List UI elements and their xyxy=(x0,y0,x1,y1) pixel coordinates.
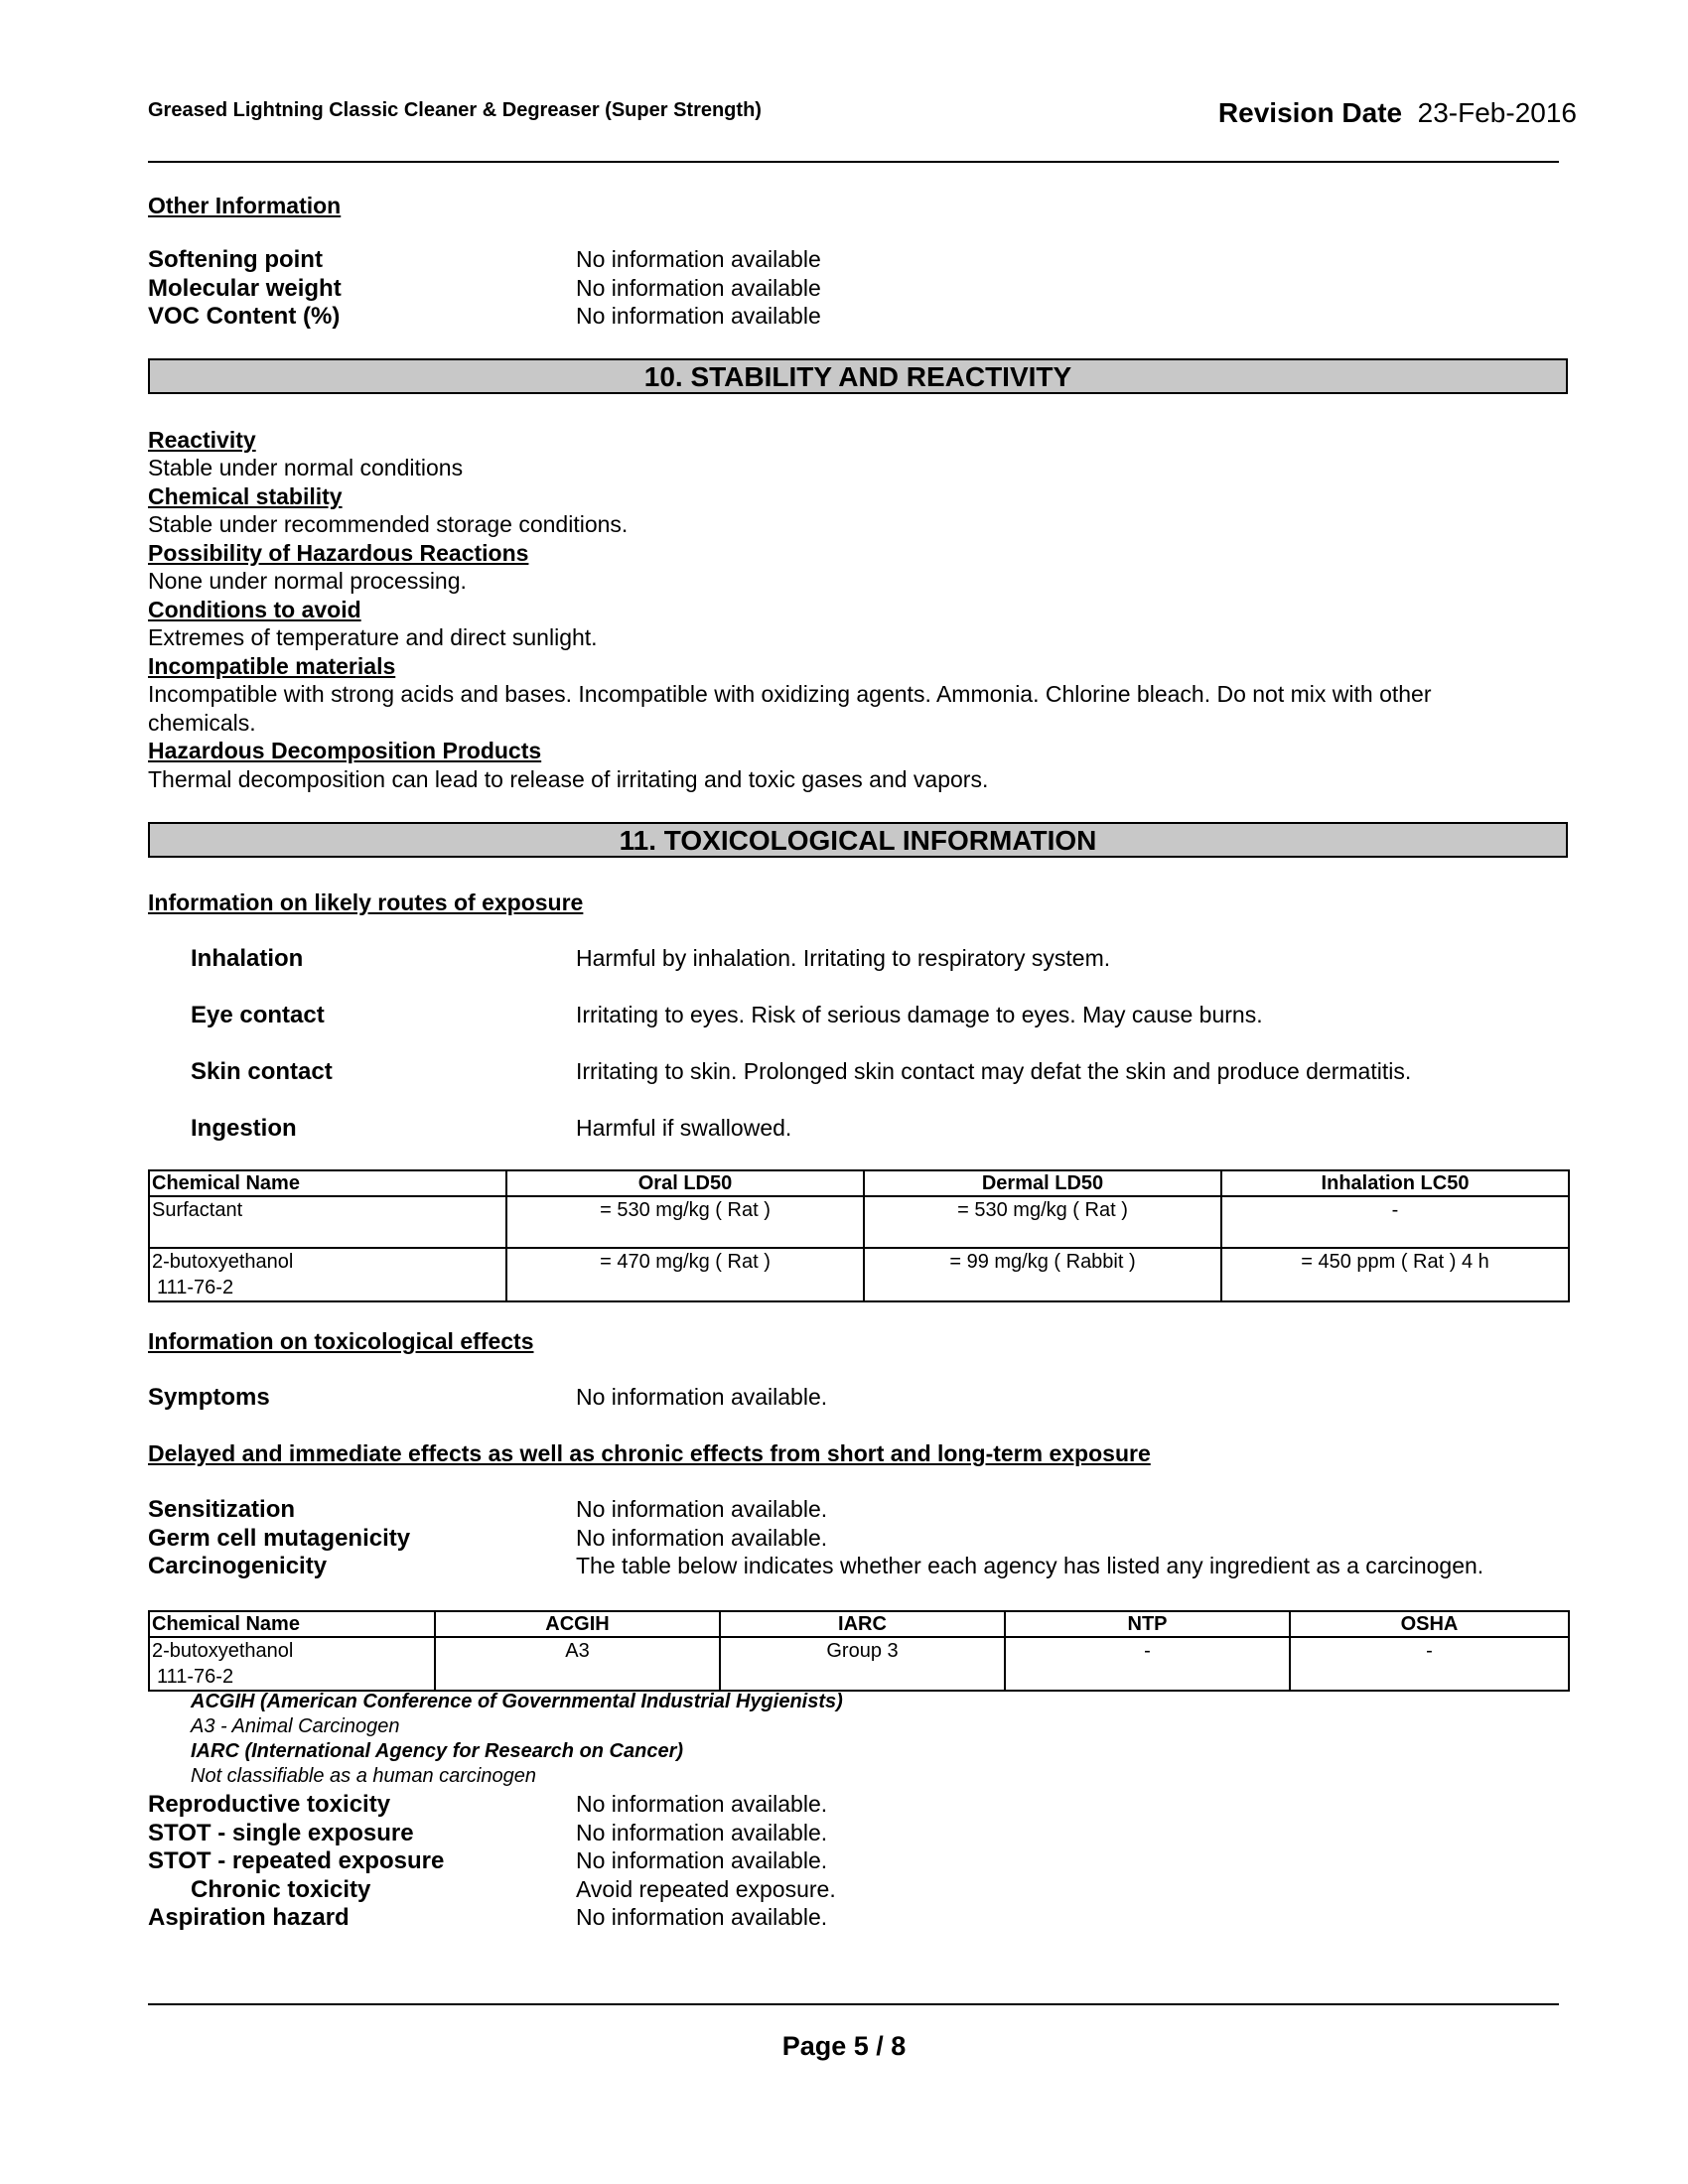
cell-inhalation-lc50: = 450 ppm ( Rat ) 4 h xyxy=(1221,1248,1569,1301)
table-row xyxy=(149,1196,1569,1248)
sensitization-label: Sensitization xyxy=(148,1496,296,1523)
hazardous-reactions-text: None under normal processing. xyxy=(148,568,467,594)
carcinogen-table-header xyxy=(149,1611,1569,1637)
acgih-note-title-text: ACGIH (American Conference of Governmental Industrial Hygienists) xyxy=(191,1691,843,1712)
cell-iarc: Group 3 xyxy=(720,1637,1005,1691)
cell-chemical-name xyxy=(149,1196,506,1248)
col-oral-ld50: Oral LD50 xyxy=(506,1170,864,1196)
ld50-table-header xyxy=(149,1170,1569,1196)
cell-oral-ld50: = 530 mg/kg ( Rat ) xyxy=(506,1196,864,1248)
chemical-name: Surfactant xyxy=(152,1199,243,1221)
inhalation-label: Inhalation xyxy=(191,945,304,972)
reactivity-heading: Reactivity xyxy=(148,427,256,453)
delayed-effects-heading: Delayed and immediate effects as well as chronic effects from short and long-term exposure xyxy=(148,1440,1151,1466)
symptoms-value: No information available. xyxy=(576,1384,828,1410)
revision-date xyxy=(1218,97,1577,129)
cell-oral-ld50: = 470 mg/kg ( Rat ) xyxy=(506,1248,864,1301)
chemical-stability-heading: Chemical stability xyxy=(148,483,343,509)
stot-single-value: No information available. xyxy=(576,1820,828,1845)
stot-repeated-value: No information available. xyxy=(576,1847,828,1873)
cell-chemical-name xyxy=(149,1248,506,1301)
cell-osha: - xyxy=(1290,1637,1569,1691)
sensitization-value: No information available. xyxy=(576,1496,828,1522)
col-ntp: NTP xyxy=(1005,1611,1290,1637)
page-number: Page 5 / 8 xyxy=(781,2031,907,2061)
molecular-weight-value: No information available xyxy=(576,275,821,301)
skin-contact-label: Skin contact xyxy=(191,1058,333,1085)
cell-dermal-ld50: = 530 mg/kg ( Rat ) xyxy=(864,1196,1221,1248)
softening-point-value: No information available xyxy=(576,246,821,272)
col-osha: OSHA xyxy=(1290,1611,1569,1637)
skin-contact-value: Irritating to skin. Prolonged skin contact may defat the skin and produce dermatitis. xyxy=(576,1058,1412,1084)
decomposition-products-heading: Hazardous Decomposition Products xyxy=(148,738,542,763)
chemical-name: 2-butoxyethanol xyxy=(152,1251,294,1273)
col-chemical-name: Chemical Name xyxy=(149,1611,435,1637)
germ-cell-mutagenicity-label: Germ cell mutagenicity xyxy=(148,1525,411,1552)
reactivity-text: Stable under normal conditions xyxy=(148,455,464,480)
ld50-table xyxy=(148,1169,1570,1302)
cas-number: 111-76-2 xyxy=(157,1666,234,1688)
inhalation-value: Harmful by inhalation. Irritating to respiratory system. xyxy=(576,945,1111,971)
carcinogenicity-label: Carcinogenicity xyxy=(148,1553,328,1579)
incompatible-materials-heading: Incompatible materials xyxy=(148,653,396,679)
ingestion-value: Harmful if swallowed. xyxy=(576,1115,792,1141)
aspiration-hazard-label: Aspiration hazard xyxy=(148,1904,350,1931)
cell-dermal-ld50: = 99 mg/kg ( Rabbit ) xyxy=(864,1248,1221,1301)
table-row xyxy=(149,1248,1569,1301)
decomposition-products-text: Thermal decomposition can lead to release of irritating and toxic gases and vapors. xyxy=(148,766,989,792)
header-rule xyxy=(148,161,1559,163)
table-row xyxy=(149,1637,1569,1691)
conditions-to-avoid-text: Extremes of temperature and direct sunlight. xyxy=(148,624,598,650)
toxicological-effects-heading: Information on toxicological effects xyxy=(148,1328,534,1354)
symptoms-label: Symptoms xyxy=(148,1384,270,1411)
eye-contact-label: Eye contact xyxy=(191,1002,325,1028)
conditions-to-avoid-heading: Conditions to avoid xyxy=(148,597,361,622)
eye-contact-value: Irritating to eyes. Risk of serious damage to eyes. May cause burns. xyxy=(576,1002,1263,1027)
iarc-note-title-text: IARC (International Agency for Research on Cancer) xyxy=(191,1740,684,1762)
col-iarc: IARC xyxy=(720,1611,1005,1637)
incompatible-materials-text: Incompatible with strong acids and bases. Incompatible with oxidizing agents. Ammonia. Chlorine bleach. Do not mix with other xyxy=(148,681,1432,707)
reproductive-toxicity-value: No information available. xyxy=(576,1791,828,1817)
iarc-note-text: Not classifiable as a human carcinogen xyxy=(191,1765,536,1787)
voc-content-label: VOC Content (%) xyxy=(148,303,341,330)
cell-chemical-name xyxy=(149,1637,435,1691)
stot-single-label: STOT - single exposure xyxy=(148,1820,414,1846)
cell-acgih: A3 xyxy=(435,1637,720,1691)
iarc-note-title xyxy=(191,1740,683,1763)
section-11-banner: 11. TOXICOLOGICAL INFORMATION xyxy=(148,822,1568,858)
routes-of-exposure-heading: Information on likely routes of exposure xyxy=(148,889,584,915)
acgih-note-text: A3 - Animal Carcinogen xyxy=(191,1715,400,1737)
product-title: Greased Lightning Classic Cleaner & Degreaser (Super Strength) xyxy=(148,99,762,121)
cas-number: 111-76-2 xyxy=(157,1277,234,1298)
chemical-name: 2-butoxyethanol xyxy=(152,1640,294,1662)
col-inhalation-lc50: Inhalation LC50 xyxy=(1221,1170,1569,1196)
hazardous-reactions-heading: Possibility of Hazardous Reactions xyxy=(148,540,529,566)
carcinogen-table xyxy=(148,1610,1570,1692)
chemical-stability-text: Stable under recommended storage conditions. xyxy=(148,511,629,537)
voc-content-value: No information available xyxy=(576,303,821,329)
stot-repeated-label: STOT - repeated exposure xyxy=(148,1847,445,1874)
acgih-note-title xyxy=(191,1691,843,1713)
carcinogenicity-value: The table below indicates whether each agency has listed any ingredient as a carcinogen. xyxy=(576,1553,1484,1578)
ingestion-label: Ingestion xyxy=(191,1115,297,1142)
col-dermal-ld50: Dermal LD50 xyxy=(864,1170,1221,1196)
chronic-toxicity-value: Avoid repeated exposure. xyxy=(576,1876,836,1902)
incompatible-materials-text-cont: chemicals. xyxy=(148,710,256,736)
section-10-banner: 10. STABILITY AND REACTIVITY xyxy=(148,358,1568,394)
footer-rule xyxy=(148,2003,1559,2005)
revision-date-value: 23-Feb-2016 xyxy=(1417,97,1577,128)
cell-inhalation-lc50: - xyxy=(1221,1196,1569,1248)
softening-point-label: Softening point xyxy=(148,246,323,273)
reproductive-toxicity-label: Reproductive toxicity xyxy=(148,1791,391,1818)
germ-cell-mutagenicity-value: No information available. xyxy=(576,1525,828,1551)
col-acgih: ACGIH xyxy=(435,1611,720,1637)
chronic-toxicity-label: Chronic toxicity xyxy=(191,1876,371,1903)
other-info-heading: Other Information xyxy=(148,193,342,218)
col-chemical-name: Chemical Name xyxy=(149,1170,506,1196)
aspiration-hazard-value: No information available. xyxy=(576,1904,828,1930)
cell-ntp: - xyxy=(1005,1637,1290,1691)
revision-label: Revision Date xyxy=(1217,97,1403,128)
molecular-weight-label: Molecular weight xyxy=(148,275,342,302)
